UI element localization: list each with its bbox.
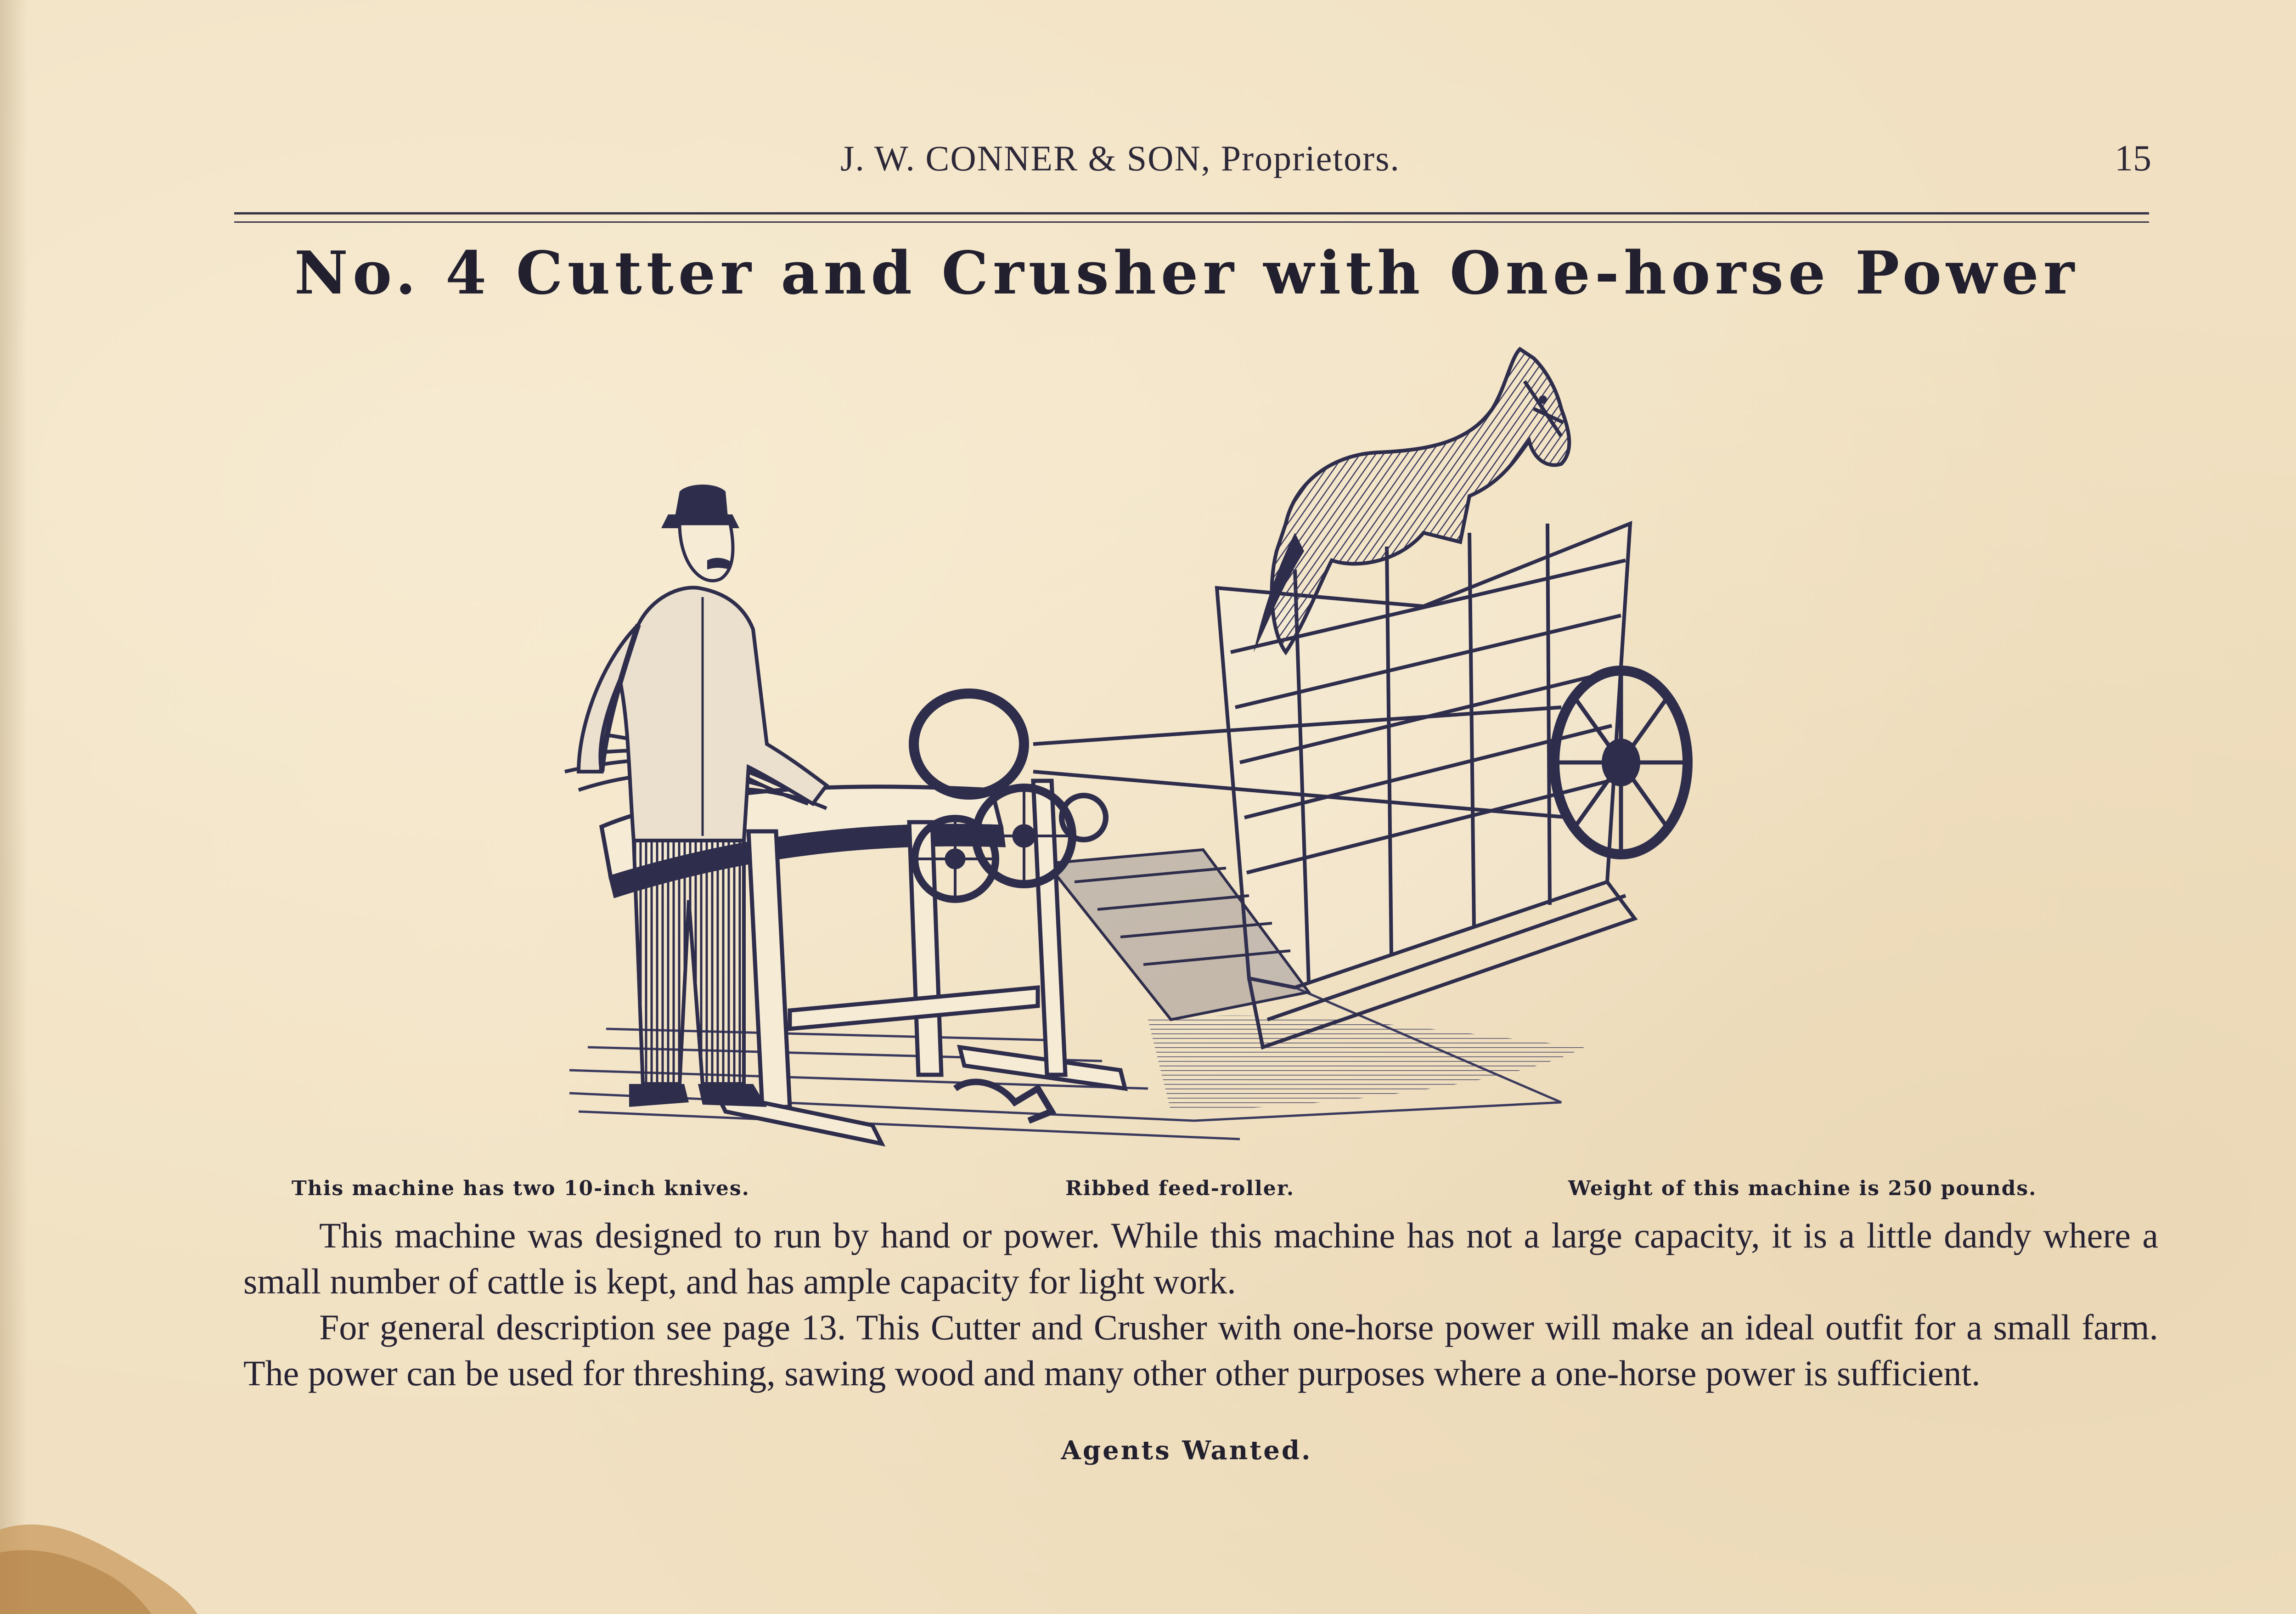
treadmill-shadow xyxy=(1148,1016,1584,1112)
body-paragraph-1-text: This machine was designed to run by hand or power. While this machine has not a large capacity, it is a little dandy where a small number of cattle is kept, and has ample capacity for light work. xyxy=(243,1215,2158,1301)
body-paragraph-2-text: For general description see page 13. This Cutter and Crusher with one-horse power will make an ideal outfit for a small farm. The power can be used for threshing, sawing wood and many other other purposes where a one-horse power is sufficient. xyxy=(243,1307,2158,1393)
body-paragraph-2 xyxy=(243,1304,2158,1396)
running-head: J. W. CONNER & SON, Proprietors. xyxy=(840,138,1400,178)
header-rule-thick xyxy=(234,212,2149,214)
power-wheel xyxy=(1554,671,1688,854)
caption-weight: Weight of this machine is 250 pounds. xyxy=(1568,1177,2037,1200)
paper-stain xyxy=(0,1502,239,1614)
body-paragraph-1 xyxy=(243,1213,2158,1304)
caption-feed-roller: Ribbed feed-roller. xyxy=(1065,1177,1295,1200)
page-title: No. 4 Cutter and Crusher with One-horse Power xyxy=(294,239,2079,308)
page-number: 15 xyxy=(2115,138,2151,179)
machine-illustration xyxy=(551,331,1791,1167)
caption-knives: This machine has two 10-inch knives. xyxy=(292,1177,750,1200)
agents-wanted: Agents Wanted. xyxy=(1061,1435,1312,1466)
header-rule-thin xyxy=(234,221,2149,223)
crank-handle xyxy=(955,1082,1052,1121)
